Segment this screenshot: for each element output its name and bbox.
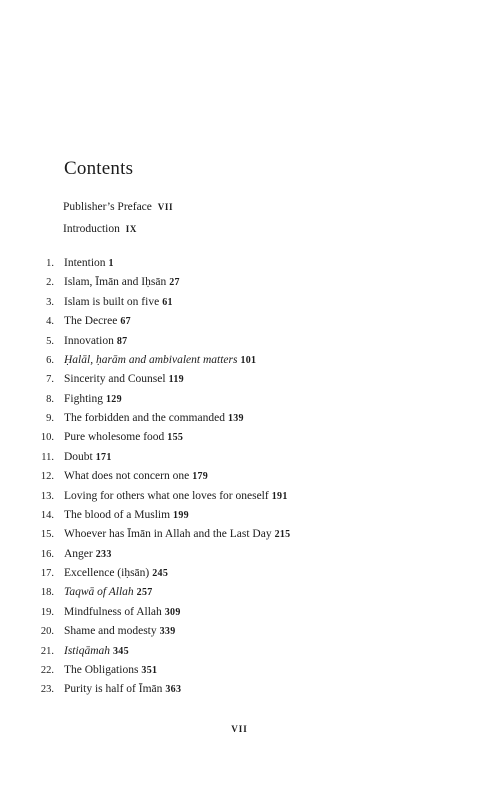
chapter-title-wrap: [64, 448, 112, 467]
page-number: 155: [167, 432, 184, 444]
chapter-title: Ḥalāl, ḥarām and ambivalent matters: [64, 353, 238, 366]
chapter-number: 4.: [46, 316, 54, 328]
page-number: 1: [108, 258, 114, 269]
chapter-title-wrap: [64, 390, 122, 409]
chapter-title-wrap: [64, 332, 127, 351]
chapter-title: Innovation: [64, 334, 114, 347]
chapter-number: 9.: [46, 413, 54, 424]
chapter-title: Excellence (iḥsān): [64, 567, 150, 579]
page-number: 339: [159, 626, 176, 638]
chapter-title-wrap: [64, 487, 288, 506]
chapter-title-wrap: [64, 506, 189, 525]
chapter-title: The blood of a Muslim: [64, 508, 171, 521]
chapter-number: 6.: [46, 354, 54, 366]
chapter-title: Pure wholesome food: [64, 431, 165, 444]
chapter-number: 18.: [40, 587, 54, 599]
chapter-title-wrap: [64, 351, 256, 370]
page-folio: VII: [231, 724, 248, 734]
page-number: 257: [136, 587, 153, 599]
chapter-title: Sincerity and Counsel: [64, 373, 166, 386]
front-matter-title: Publisher’s Preface: [63, 201, 152, 213]
chapter-title-wrap: [64, 293, 173, 312]
chapter-number: 10.: [40, 432, 54, 444]
chapter-title-wrap: [64, 428, 183, 447]
chapter-title: Whoever has Īmān in Allah and the Last Day: [64, 528, 272, 541]
chapter-title: Loving for others what one loves for oneself: [64, 489, 269, 502]
page-number: 171: [95, 451, 112, 463]
page-number: 363: [165, 684, 182, 696]
page-number: 215: [274, 529, 291, 541]
chapter-title: What does not concern one: [64, 470, 190, 483]
front-matter-list: [63, 196, 173, 240]
page-number: 191: [271, 490, 288, 502]
chapter-title-wrap: [64, 312, 131, 331]
chapter-number: 20.: [40, 626, 54, 638]
chapter-title-wrap: [64, 680, 181, 699]
chapter-number: 22.: [40, 664, 54, 676]
chapter-title: Islam is built on five: [64, 295, 160, 308]
chapter-number: 13.: [40, 490, 54, 502]
page-title: Contents: [64, 158, 134, 179]
page-number: 179: [192, 471, 209, 483]
page-number: IX: [125, 224, 137, 234]
page-number: 245: [152, 568, 169, 579]
page-number: 129: [105, 393, 122, 405]
chapter-title-wrap: [64, 525, 290, 544]
chapter-title: Islam, Īmān and Iḥsān: [64, 276, 167, 289]
page-number: VII: [157, 202, 174, 212]
page-number: 119: [168, 374, 184, 386]
chapter-number: 16.: [40, 548, 54, 560]
chapter-title-wrap: [64, 564, 168, 583]
chapter-title: Shame and modesty: [64, 625, 157, 638]
chapter-title: Mindfulness of Allah: [64, 605, 162, 618]
page-number: 199: [173, 509, 189, 521]
chapter-title-wrap: [64, 622, 176, 641]
chapter-title-wrap: [64, 273, 180, 292]
chapter-title: Purity is half of Īmān: [64, 683, 163, 696]
chapter-title-wrap: [64, 254, 114, 273]
chapter-number: 7.: [46, 374, 54, 386]
page-number: 139: [227, 413, 244, 424]
page-number: 345: [113, 645, 129, 657]
chapter-title-wrap: [64, 467, 208, 486]
chapter-number: 12.: [40, 471, 54, 483]
chapter-number: 14.: [40, 509, 54, 521]
chapter-title: Anger: [64, 547, 93, 560]
chapter-number: 11.: [41, 451, 54, 463]
chapter-title-wrap: [64, 409, 244, 428]
chapter-title: Intention: [64, 257, 106, 269]
chapter-title-wrap: [64, 583, 153, 602]
chapter-title-wrap: [64, 642, 129, 661]
front-matter-item: [63, 218, 173, 240]
page-number: 61: [162, 296, 173, 308]
chapter-title: Doubt: [64, 450, 93, 463]
chapter-number: 15.: [40, 529, 54, 541]
chapter-number: 5.: [46, 335, 54, 347]
chapter-title-wrap: [64, 370, 184, 389]
chapter-number: 2.: [46, 277, 54, 289]
front-matter-item: [63, 196, 173, 218]
chapter-number: 19.: [40, 606, 54, 618]
page-number: 87: [116, 335, 128, 347]
chapter-title: Fighting: [64, 392, 103, 405]
chapter-number: 1.: [46, 258, 54, 269]
chapter-title: Taqwā of Allah: [64, 586, 134, 599]
chapter-title: The forbidden and the commanded: [64, 412, 225, 424]
chapter-title-wrap: [64, 661, 157, 680]
chapter-number: 21.: [40, 645, 54, 657]
chapter-title-wrap: [64, 545, 112, 564]
page-number: 27: [169, 277, 180, 289]
chapter-title: The Obligations: [64, 663, 139, 676]
chapter-number: 17.: [40, 568, 54, 579]
page-number: 351: [141, 664, 158, 676]
page-number: 67: [120, 316, 131, 328]
chapter-title-wrap: [64, 603, 181, 622]
chapter-title: Istiqāmah: [64, 644, 110, 657]
page-number: 233: [95, 548, 112, 560]
page-number: 101: [240, 354, 257, 366]
chapter-title: The Decree: [64, 315, 118, 328]
chapter-number: 23.: [40, 684, 54, 696]
front-matter-title: Introduction: [63, 223, 120, 235]
chapter-number: 8.: [46, 393, 54, 405]
chapter-number: 3.: [46, 296, 54, 308]
page-number: 309: [164, 606, 181, 618]
